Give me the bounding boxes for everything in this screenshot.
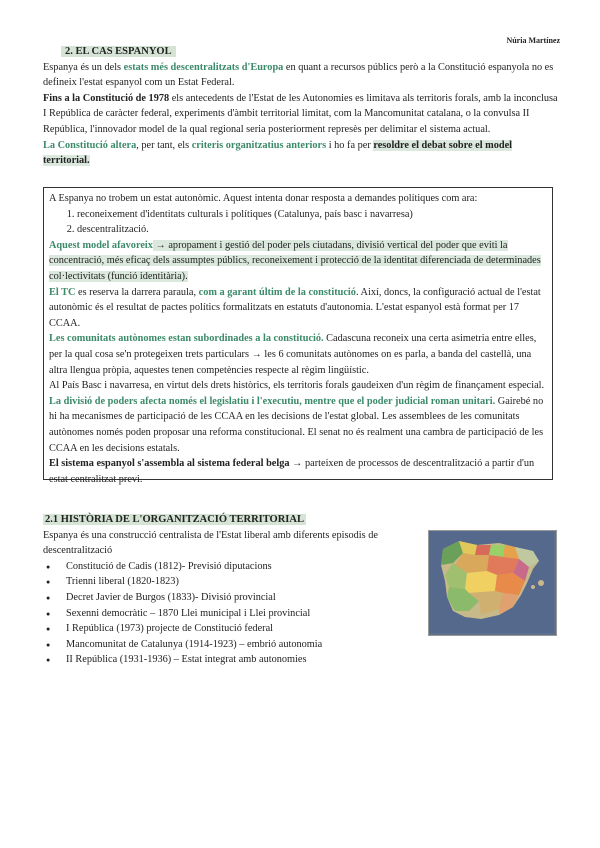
author-name: Núria Martínez bbox=[506, 36, 560, 45]
paragraph: El TC es reserva la darrera paraula, com a garant últim de la constitució. Així, doncs, la configuració actual de l'estat autonòmic és el resultat de pactes polítics formalitzats en estatuts d'autonomia. L'estat espanyol està format per 17 CCAA. bbox=[49, 286, 541, 329]
list-item: ● Constitució de Cadis (1812)- Previsió diputacions bbox=[66, 559, 420, 575]
list-item: ● II República (1931-1936) – Estat integrat amb autonomies bbox=[66, 652, 420, 668]
section-heading: 2. EL CAS ESPANYOL bbox=[61, 46, 176, 57]
map-graphic bbox=[429, 531, 554, 633]
paragraph: El sistema espanyol s'assembla al sistema federal belga → parteixen de processos de descentralització a partir d'un estat centralitzat previ. bbox=[49, 458, 535, 485]
section-intro: Espanya és una construcció centralista de l'Estat liberal amb diferents episodis de descentralització bbox=[43, 529, 378, 557]
history-list bbox=[43, 559, 420, 668]
section-2-1 bbox=[43, 512, 420, 668]
section-heading: 2.1 HISTÒRIA DE L'ORGANITZACIÓ TERRITORIAL bbox=[45, 514, 304, 525]
section-2 bbox=[43, 44, 560, 169]
list-item: ● I República (1973) projecte de Constitució federal bbox=[66, 621, 420, 637]
box-intro: A Espanya no trobem un estat autonòmic. Aquest intenta donar resposta a demandes polítiques com ara: bbox=[49, 193, 478, 204]
paragraph: La divisió de poders afecta només el legislatiu i l'executiu, mentre que el poder judicial roman unitari. Gairebé no hi ha mecanismes de participació de les CCAA en les decisions de l'estat global. Les assemblees de les comunitats autònomes només poden proposar una reforma constitucional. El senat no és realment una cambra de participació de les CCAA en les decisions estatals. bbox=[49, 395, 544, 454]
list-item: 2. descentralització. bbox=[77, 222, 547, 238]
paragraph: Fins a la Constitució de 1978 els antecedents de l'Estat de les Autonomies es limitava als territoris forals, amb la inconclusa I República de caràcter federal, experiments d'àmbit territorial limitat, com la Mancomunitat catalana, o la convulsa II República, l'innovador model de la qual regional seria posteriorment represès per delimitar el sistema actual. bbox=[43, 92, 558, 135]
paragraph: Espanya és un dels estats més descentralitzats d'Europa en quant a recursos públics però a la Constitució espanyola no es defineix l'estat espanyol com un Estat Federal. bbox=[43, 61, 554, 89]
summary-box bbox=[43, 187, 553, 485]
paragraph: Les comunitats autònomes estan subordinades a la constitució. Cadascuna reconeix una certa asimetria entre elles, per la qual cosa se'n protegeixen trets particulars → les 6 comunitats autònomes on es parla, a banda del castellà, una altra llengua pròpia, aquestes tenen competències respecte al règim lingüístic. bbox=[49, 333, 537, 376]
spain-regions-map bbox=[428, 530, 557, 636]
list-item: ● Trienni liberal (1820-1823) bbox=[66, 574, 420, 590]
paragraph: La Constitució altera, per tant, els criteris organitzatius anteriors i ho fa per resoldre el debat sobre el model territorial. bbox=[43, 139, 513, 167]
paragraph: Aquest model afavoreix → apropament i gestió del poder pels ciutadans, divisió vertical del poder que eviti la concentració, més eficaç dels assumptes públics, reconeixement i protecció de la identitat diferenciada de determinades col·lectivitats (funció identitària). bbox=[49, 239, 541, 282]
list-item: 1. reconeixement d'identitats culturals i polítiques (Catalunya, país basc i navarresa) bbox=[77, 207, 547, 223]
list-item: ● Decret Javier de Burgos (1833)- Divisió provincial bbox=[66, 590, 420, 606]
list-item: ● Sexenni democràtic – 1870 Llei municipal i Llei provincial bbox=[66, 606, 420, 622]
demands-list bbox=[49, 207, 547, 238]
paragraph: Al País Basc i navarresa, en virtut dels drets històrics, els territoris forals gaudeixen d'un règim de finançament especial. bbox=[49, 380, 545, 392]
list-item: ● Mancomunitat de Catalunya (1914-1923) – embrió autonomia bbox=[66, 637, 420, 653]
